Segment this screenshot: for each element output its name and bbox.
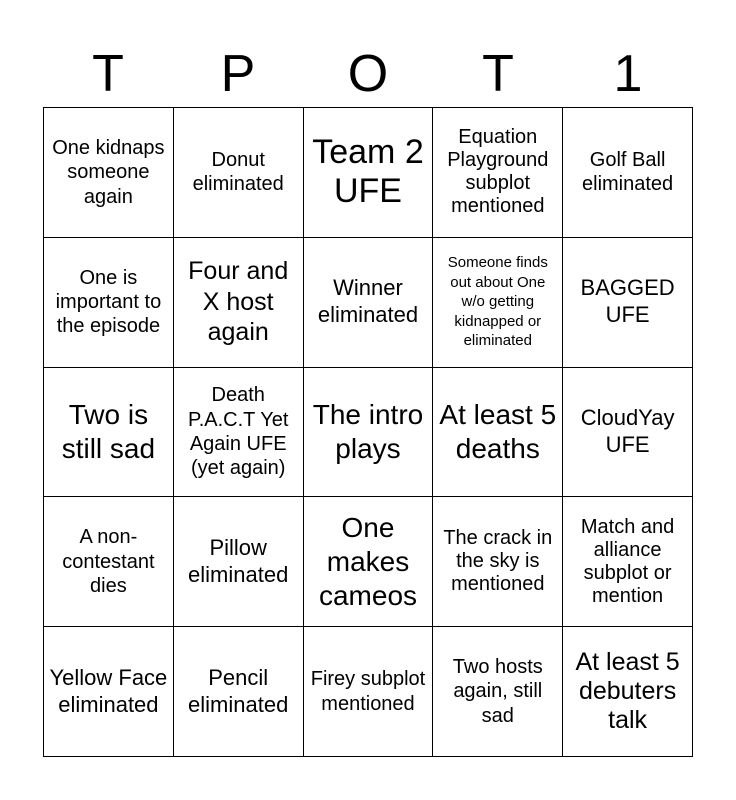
bingo-cell-r2c5[interactable] bbox=[563, 238, 693, 368]
bingo-header bbox=[43, 40, 693, 108]
bingo-cell-r3c2[interactable] bbox=[174, 368, 304, 498]
bingo-cell-r5c3[interactable] bbox=[304, 627, 434, 757]
bingo-cell-r3c5[interactable] bbox=[563, 368, 693, 498]
cell-text: The intro plays bbox=[312, 398, 424, 464]
bingo-cell-r5c2[interactable] bbox=[174, 627, 304, 757]
cell-text: Pillow eliminated bbox=[188, 534, 289, 587]
bingo-cell-r1c3[interactable] bbox=[304, 108, 434, 238]
header-letter-4: T bbox=[482, 45, 514, 103]
cell-text: Two is still sad bbox=[61, 398, 156, 464]
cell-text: Match and alliance subplot or mention bbox=[580, 515, 675, 607]
cell-text: One is important to the episode bbox=[55, 266, 162, 338]
cell-text: One makes cameos bbox=[318, 511, 418, 611]
cell-text: CloudYay UFE bbox=[580, 405, 675, 457]
bingo-cell-r3c1[interactable] bbox=[44, 368, 174, 498]
bingo-cell-r5c5[interactable] bbox=[563, 627, 693, 757]
cell-text: Equation Playground subplot mentioned bbox=[447, 126, 549, 218]
bingo-cell-r4c3[interactable] bbox=[304, 497, 434, 627]
cell-text: The crack in the sky is mentioned bbox=[443, 527, 553, 596]
bingo-cell-r1c1[interactable] bbox=[44, 108, 174, 238]
header-letter-5: 1 bbox=[613, 45, 643, 103]
cell-text: At least 5 deaths bbox=[439, 398, 557, 464]
cell-text: Winner eliminated bbox=[317, 275, 419, 328]
cell-text: Death P.A.C.T Yet Again UFE (yet again) bbox=[187, 384, 289, 480]
bingo-cell-r5c4[interactable] bbox=[433, 627, 563, 757]
bingo-cell-r2c1[interactable] bbox=[44, 238, 174, 368]
cell-text: Firey subplot mentioned bbox=[310, 668, 426, 715]
header-letter-3: O bbox=[347, 45, 389, 103]
cell-text: Team 2 UFE bbox=[312, 133, 424, 211]
cell-text: Yellow Face eliminated bbox=[49, 664, 168, 717]
cell-text: Pencil eliminated bbox=[188, 664, 289, 717]
bingo-cell-r2c3[interactable] bbox=[304, 238, 434, 368]
cell-text: BAGGED UFE bbox=[580, 275, 675, 328]
cell-text: Someone finds out about One w/o getting kidnapped or eliminated bbox=[447, 254, 548, 350]
cell-text: Four and X host again bbox=[188, 257, 289, 347]
bingo-cell-r4c4[interactable] bbox=[433, 497, 563, 627]
bingo-board bbox=[43, 107, 693, 757]
bingo-cell-r1c4[interactable] bbox=[433, 108, 563, 238]
bingo-cell-r5c1[interactable] bbox=[44, 627, 174, 757]
bingo-cell-r1c5[interactable] bbox=[563, 108, 693, 238]
header-letter-1: T bbox=[92, 45, 124, 103]
cell-text: Donut eliminated bbox=[192, 149, 284, 196]
bingo-cell-r4c5[interactable] bbox=[563, 497, 693, 627]
cell-text: Golf Ball eliminated bbox=[582, 149, 674, 196]
header-letter-2: P bbox=[220, 45, 256, 103]
bingo-cell-r1c2[interactable] bbox=[174, 108, 304, 238]
cell-text: One kidnaps someone again bbox=[52, 136, 165, 208]
bingo-cell-r2c4[interactable] bbox=[433, 238, 563, 368]
bingo-cell-r2c2[interactable] bbox=[174, 238, 304, 368]
cell-text: A non-contestant dies bbox=[62, 526, 155, 597]
cell-text: At least 5 debuters talk bbox=[575, 648, 680, 734]
bingo-cell-r4c1[interactable] bbox=[44, 497, 174, 627]
bingo-cell-r3c4[interactable] bbox=[433, 368, 563, 498]
bingo-cell-r3c3[interactable] bbox=[304, 368, 434, 498]
cell-text: Two hosts again, still sad bbox=[452, 656, 543, 727]
bingo-cell-r4c2[interactable] bbox=[174, 497, 304, 627]
